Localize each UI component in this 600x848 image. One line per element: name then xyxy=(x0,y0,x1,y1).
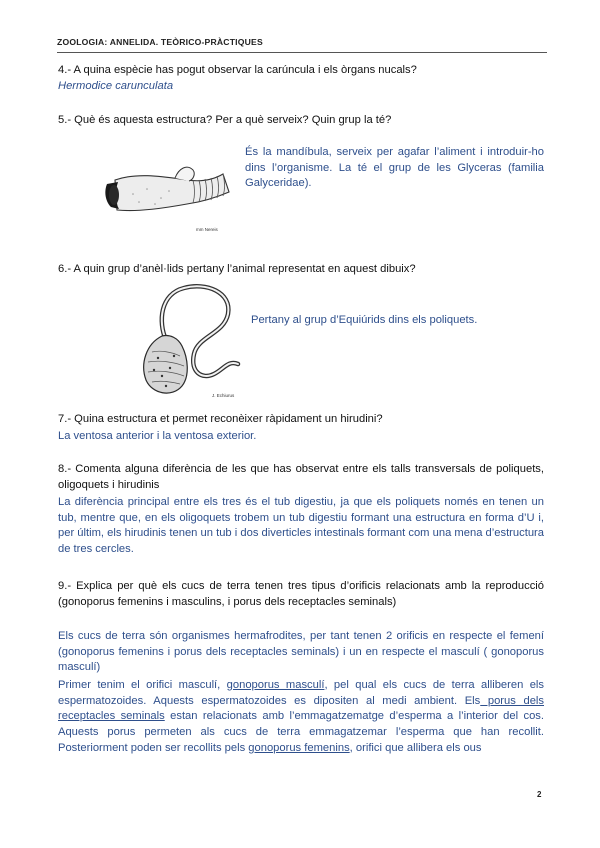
answer-5: És la mandíbula, serveix per agafar l’aliment i introduir-ho dins l’organisme. La té el grup de les Glyceras (familia Galyceridae). xyxy=(245,146,544,190)
question-9: 9.- Explica per què els cucs de terra tenen tres tipus d’orificis relacionats amb la reproducció (gonoporus femenins i masculins, i porus dels receptacles seminals) xyxy=(58,580,544,608)
question-4: 4.- A quina espècie has pogut observar la carúncula i els òrgans nucals? xyxy=(58,64,417,76)
header-rule xyxy=(57,52,547,53)
mandible-figure-caption: mm Nereis xyxy=(196,227,218,232)
answer-7: La ventosa anterior i la ventosa exterior. xyxy=(58,430,257,442)
page-number: 2 xyxy=(537,790,542,799)
answer-9-paragraph-1: Els cucs de terra són organismes hermafrodites, per tant tenen 2 orificis en respecte el femení (gonoporus femenins i porus dels receptacles seminals) i un en respecte el masculí ( gonoporus masculí) xyxy=(58,630,544,674)
term-gonoporus-masculi: gonoporus masculí xyxy=(226,679,325,691)
answer-9-text-d: , orifici que allibera els ous xyxy=(349,741,482,754)
term-gonoporus-femenins: gonoporus femenins xyxy=(248,741,350,754)
answer-9-text-a: Primer tenim el orifici masculí, xyxy=(58,679,227,691)
question-8: 8.- Comenta alguna diferència de les que has observat entre els talls transversals de poliquets, oligoquets i hirudinis xyxy=(58,463,544,491)
answer-9-paragraph-2 xyxy=(58,678,544,757)
question-6: 6.- A quin grup d’anèl·lids pertany l’animal representat en aquest dibuix? xyxy=(58,263,416,275)
question-7: 7.- Quina estructura et permet reconèixer ràpidament un hirudini? xyxy=(58,413,383,425)
answer-8: La diferència principal entre els tres és el tub digestiu, ja que els poliquets només en tenen un tub, mentre que, en els oligoquets trobem un tub digestiu formant una estructura en forma d’U i, per últim, els hirudinis tenen un tub i dos diverticles intestinals formant com una mena d’estructura de tres cercles. xyxy=(58,496,544,556)
answer-9-text-b: , pel qual els cucs de terra alliberen els espermatozoides. Aquests espermatozoides es dipositen al medi ambient. Els xyxy=(58,679,544,707)
answer-4: Hermodice carunculata xyxy=(58,80,174,92)
mandible-figure xyxy=(103,158,238,234)
echiurus-figure-caption: J. Echiurus xyxy=(212,393,235,398)
header-title: ZOOLOGIA: ANNELIDA. TEÒRICO-PRÀCTIQUES xyxy=(57,37,263,47)
question-5: 5.- Què és aquesta estructura? Per a què serveix? Quin grup la té? xyxy=(58,114,392,126)
answer-6: Pertany al grup d’Equiúrids dins els poliquets. xyxy=(251,314,478,326)
answer-9-text-c: estan relacionats amb l’emmagatzematge d’esperma a l’interior del cos. Aquests porus permeten als cucs de terra emmagatzemar l’esperma que han recollit. Posteriorment poden ser recollits pels xyxy=(58,710,545,754)
echiurus-figure xyxy=(132,280,244,402)
term-porus-receptacles-seminals: porus dels receptacles seminals xyxy=(58,694,544,723)
